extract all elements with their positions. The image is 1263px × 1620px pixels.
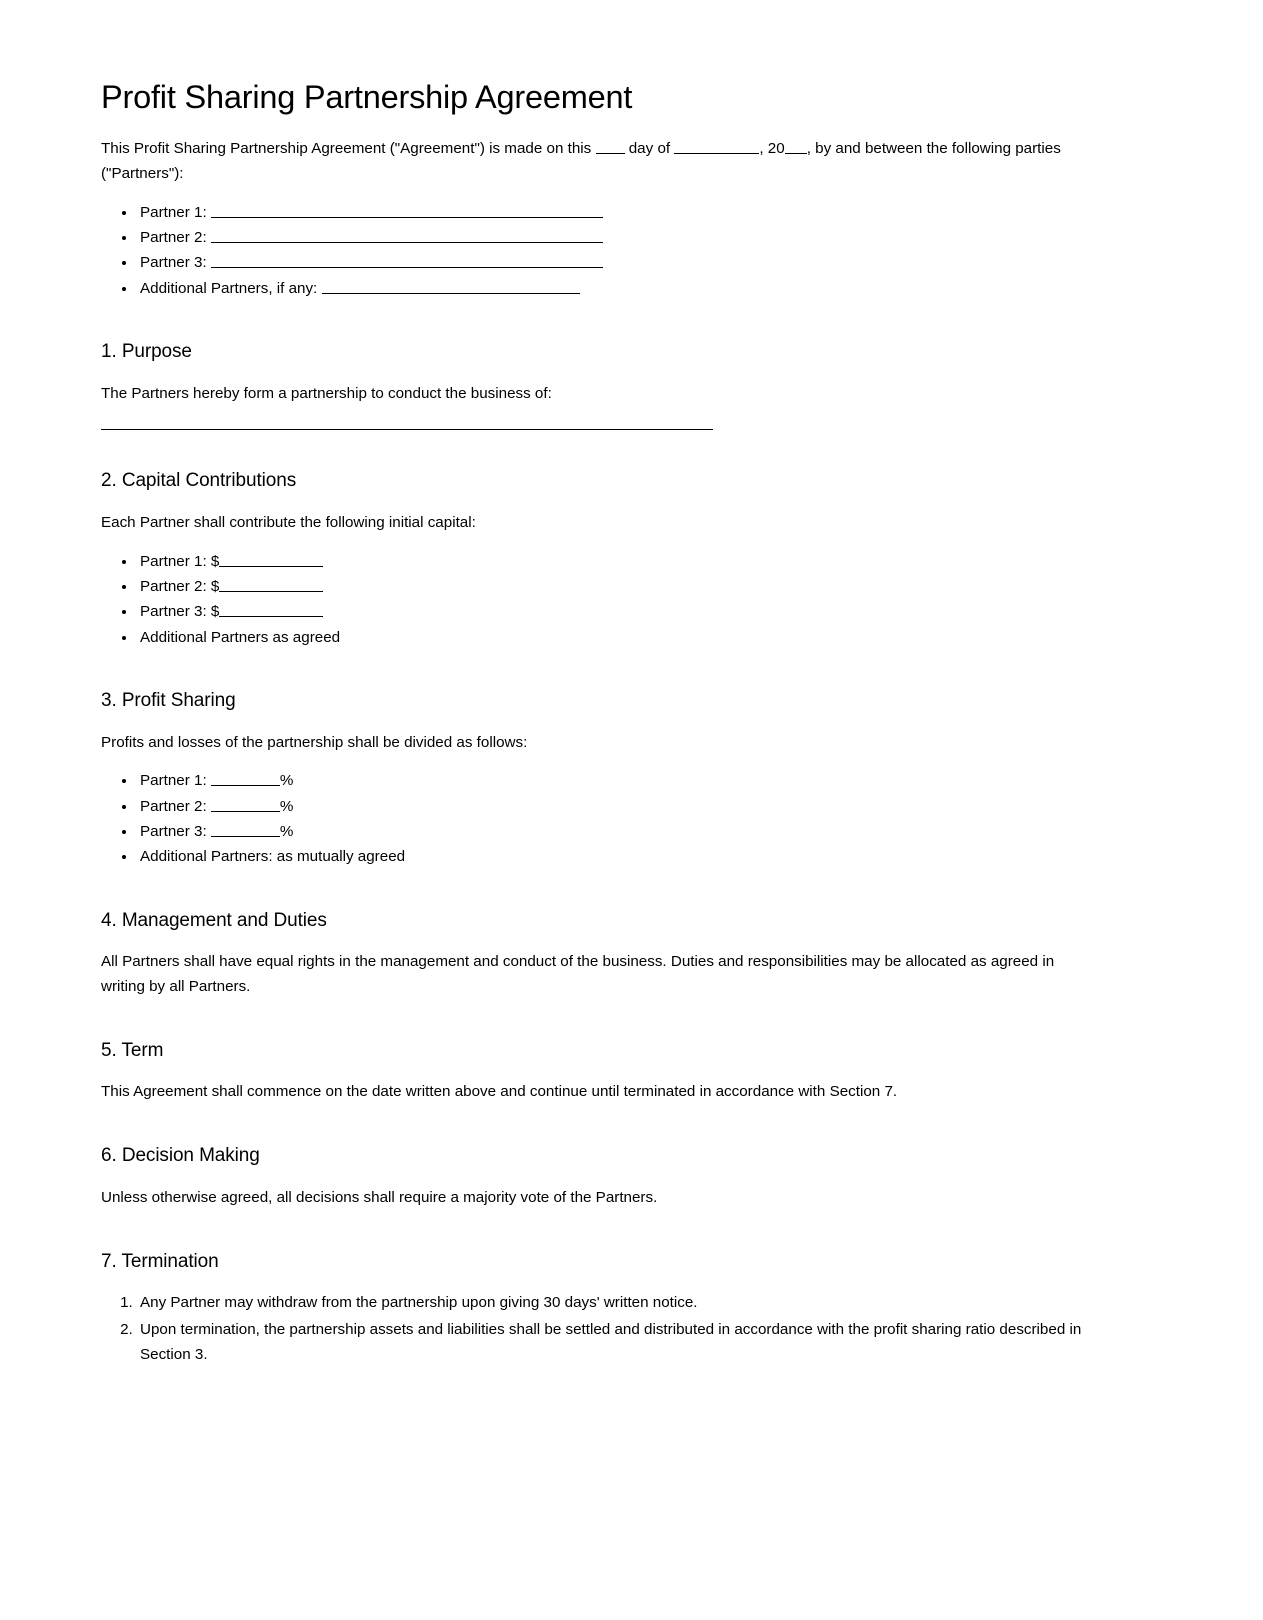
- party-label: Additional Partners, if any:: [140, 279, 318, 297]
- capital-label: Partner 3: $: [140, 603, 220, 621]
- profit-label: Partner 3:: [140, 822, 211, 840]
- capital-label: Additional Partners as agreed: [140, 628, 341, 646]
- partner-3-capital-blank[interactable]: [219, 602, 323, 617]
- purpose-blank-line[interactable]: [101, 429, 713, 430]
- party-label: Partner 1:: [140, 203, 207, 221]
- termination-list: [101, 1291, 1103, 1367]
- section-heading-profit-sharing: 3. Profit Sharing: [101, 689, 236, 711]
- intro-text-part-3: , 20: [759, 140, 785, 158]
- percent-sign: %: [279, 822, 294, 840]
- month-blank-field[interactable]: [674, 139, 759, 154]
- profit-label: Additional Partners: as mutually agreed: [140, 848, 406, 866]
- section-heading-purpose: 1. Purpose: [101, 340, 192, 362]
- section-heading-management-and-duties: 4. Management and Duties: [101, 909, 327, 931]
- management-and-duties-text: All Partners shall have equal rights in the management and conduct of the business. Duties and responsibilities may be allocated as agreed in writing by all Partners.: [101, 953, 1055, 996]
- intro-text-part-2: day of: [628, 140, 671, 158]
- term-text: This Agreement shall commence on the date written above and continue until terminated in accordance with Section 7.: [101, 1083, 898, 1101]
- section-heading-termination: 7. Termination: [101, 1250, 219, 1272]
- page-title: Profit Sharing Partnership Agreement: [101, 79, 633, 115]
- intro-text-part-1: This Profit Sharing Partnership Agreement ("Agreement") is made on this: [101, 140, 592, 158]
- partner-1-percent-blank[interactable]: [211, 771, 280, 786]
- profit-label: Partner 2:: [140, 797, 211, 815]
- parties-list: [101, 201, 1103, 301]
- intro-text-part-4: , by and between the following parties ("Partners"):: [101, 140, 1061, 182]
- percent-sign: %: [279, 797, 294, 815]
- section-heading-term: 5. Term: [101, 1039, 164, 1061]
- list-item: [137, 600, 1103, 624]
- partner-3-name-blank[interactable]: [211, 253, 603, 268]
- list-item: [137, 201, 1103, 225]
- capital-contributions-list: [101, 550, 1103, 650]
- list-item: [137, 769, 1103, 793]
- section-heading-decision-making: 6. Decision Making: [101, 1145, 260, 1167]
- list-item: [137, 251, 1103, 275]
- day-blank-field[interactable]: [596, 139, 625, 154]
- capital-label: Partner 1: $: [140, 552, 220, 570]
- list-item: [137, 226, 1103, 250]
- partner-2-capital-blank[interactable]: [219, 577, 323, 592]
- party-label: Partner 2:: [140, 228, 207, 246]
- list-item: 2. Upon termination, the partnership assets and liabilities shall be settled and distributed in accordance with the profit sharing ratio described in Section 3.: [137, 1318, 1103, 1367]
- list-item: [137, 795, 1103, 819]
- capital-contributions-text: Each Partner shall contribute the following initial capital:: [101, 514, 476, 532]
- percent-sign: %: [279, 772, 294, 790]
- intro-paragraph: [101, 137, 1086, 186]
- decision-making-text: Unless otherwise agreed, all decisions shall require a majority vote of the Partners.: [101, 1188, 658, 1206]
- partner-2-name-blank[interactable]: [211, 227, 603, 242]
- profit-label: Partner 1:: [140, 772, 211, 790]
- year-blank-field[interactable]: [785, 139, 807, 154]
- list-item: [137, 845, 1103, 869]
- list-item: [137, 277, 1103, 301]
- section-heading-capital-contributions: 2. Capital Contributions: [101, 470, 297, 492]
- profit-sharing-list: [101, 769, 1103, 869]
- partner-2-percent-blank[interactable]: [211, 796, 280, 811]
- purpose-text: The Partners hereby form a partnership to conduct the business of:: [101, 384, 552, 402]
- capital-label: Partner 2: $: [140, 578, 220, 595]
- list-item: [137, 820, 1103, 844]
- party-label: Partner 3:: [140, 254, 207, 272]
- partner-1-capital-blank[interactable]: [219, 551, 323, 566]
- list-item: 1. Any Partner may withdraw from the partnership upon giving 30 days' written notice.: [137, 1291, 1103, 1316]
- list-item: [137, 626, 1103, 650]
- list-item: [137, 575, 1103, 599]
- additional-partners-blank[interactable]: [322, 278, 580, 293]
- partner-3-percent-blank[interactable]: [211, 822, 280, 837]
- list-item: [137, 550, 1103, 574]
- partner-1-name-blank[interactable]: [211, 202, 603, 217]
- profit-sharing-text: Profits and losses of the partnership shall be divided as follows:: [101, 733, 528, 751]
